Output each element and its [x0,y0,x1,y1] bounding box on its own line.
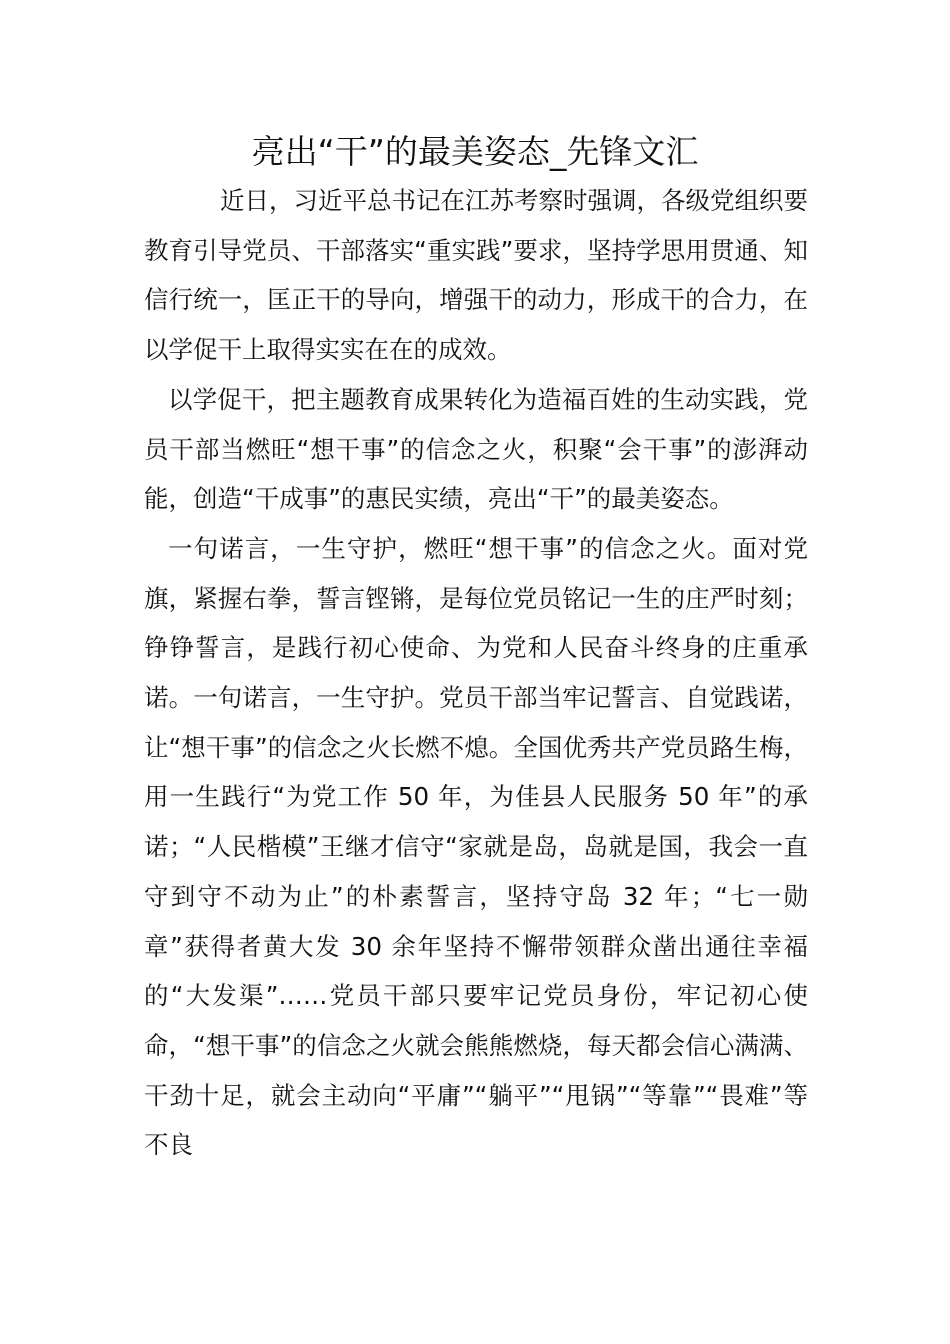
paragraph-intro: 近日，习近平总书记在江苏考察时强调，各级党组织要教育引导党员、干部落实“重实践”要求，坚持学思用贯通、知信行统一，匡正干的导向，增强干的动力，形成干的合力，在以学促干上取得实实在在的成效。 [144,186,808,365]
paragraph-summary: 以学促干，把主题教育成果转化为造福百姓的生动实践，党员干部当燃旺“想干事”的信念之火，积聚“会干事”的澎湃动能，创造“干成事”的惠民实绩，亮出“干”的最美姿态。 [144,384,808,514]
document-title: 亮出“干”的最美姿态_先锋文汇 [251,132,699,171]
document-body [144,176,808,1170]
paragraph-oath: 一句诺言，一生守护，燃旺“想干事”的信念之火。面对党旗，紧握右拳，誓言铿锵，是每位党员铭记一生的庄严时刻；铮铮誓言，是践行初心使命、为党和人民奋斗终身的庄重承诺。一句诺言，一生守护。党员干部当牢记誓言、自觉践诺，让“想干事”的信念之火长燃不熄。全国优秀共产党员路生梅，用一生践行“为党工作 50 年，为佳县人民服务 50 年”的承诺；“人民楷模”王继才信守“家就是岛，岛就是国，我会一直守到守不动为止”的朴素誓言，坚持守岛 32 年；“七一勋章”获得者黄大发 30 余年坚持不懈带领群众凿出通往幸福的“大发渠”……党员干部只要牢记党员身份，牢记初心使命，“想干事”的信念之火就会熊熊燃烧，每天都会信心满满、干劲十足，就会主动向“平庸”“躺平”“甩锅”“等靠”“畏难”等不良 [144,533,808,1160]
